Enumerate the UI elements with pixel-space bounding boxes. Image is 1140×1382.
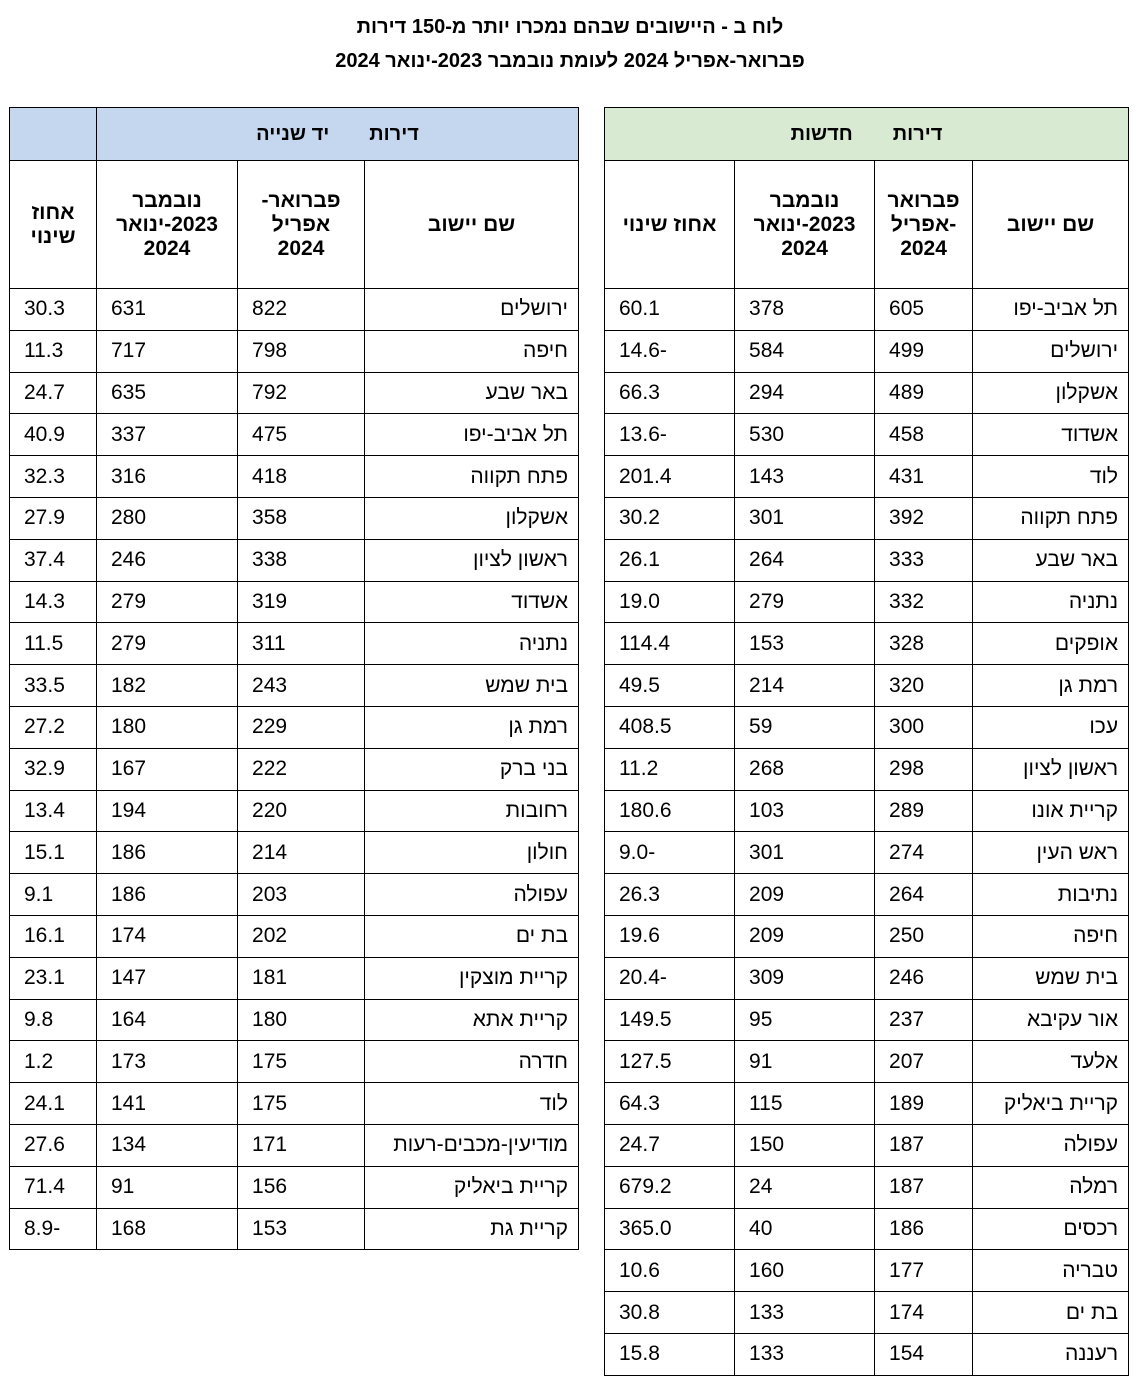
- feb-apr-cell: 392: [875, 497, 973, 539]
- locality-cell: בת ים: [365, 915, 579, 957]
- feb-apr-cell: 181: [238, 957, 365, 999]
- table-row: [605, 1292, 1129, 1334]
- pct-change-cell: 24.7: [605, 1124, 735, 1166]
- nov-jan-cell: 168: [97, 1208, 238, 1250]
- locality-cell: חולון: [365, 832, 579, 874]
- pct-change-cell: 1.2: [10, 1041, 97, 1083]
- table-title-line1: לוח ב - היישובים שבהם נמכרו יותר מ-150 דירות: [356, 16, 784, 38]
- feb-apr-cell: 605: [875, 289, 973, 331]
- table-row: [10, 1124, 579, 1166]
- locality-cell: מודיעין-מכבים-רעות: [365, 1124, 579, 1166]
- feb-apr-cell: 220: [238, 790, 365, 832]
- pct-change-cell: 32.9: [10, 748, 97, 790]
- nov-jan-cell: 95: [735, 999, 875, 1041]
- nov-jan-cell: 141: [97, 1083, 238, 1125]
- column-header-feb-apr: פברואר -אפריל 2024: [875, 161, 973, 289]
- table-row: [10, 372, 579, 414]
- table-row: [10, 414, 579, 456]
- pct-change-cell: 24.7: [10, 372, 97, 414]
- feb-apr-cell: 180: [238, 999, 365, 1041]
- locality-cell: ראשון לציון: [973, 748, 1129, 790]
- feb-apr-cell: 458: [875, 414, 973, 456]
- nov-jan-cell: 24: [735, 1166, 875, 1208]
- nov-jan-cell: 133: [735, 1292, 875, 1334]
- locality-cell: ירושלים: [365, 289, 579, 331]
- feb-apr-cell: 175: [238, 1041, 365, 1083]
- pct-change-cell: 27.9: [10, 497, 97, 539]
- column-header-locality: שם יישוב: [365, 161, 579, 289]
- table-row: [605, 999, 1129, 1041]
- table-title-line2: פברואר-אפריל 2024 לעומת נובמבר 2023-ינואר 2024: [335, 50, 805, 72]
- band-word-new: חדשות: [790, 122, 853, 145]
- feb-apr-cell: 187: [875, 1124, 973, 1166]
- locality-cell: פתח תקווה: [973, 497, 1129, 539]
- locality-cell: נתיבות: [973, 874, 1129, 916]
- locality-cell: תל אביב-יפו: [365, 414, 579, 456]
- pct-change-cell: 408.5: [605, 706, 735, 748]
- table-row: [605, 372, 1129, 414]
- locality-cell: אשדוד: [973, 414, 1129, 456]
- table-row: [605, 790, 1129, 832]
- pct-change-cell: 64.3: [605, 1083, 735, 1125]
- nov-jan-cell: 635: [97, 372, 238, 414]
- locality-cell: קריית אונו: [973, 790, 1129, 832]
- pct-change-cell: 127.5: [605, 1041, 735, 1083]
- locality-cell: אלעד: [973, 1041, 1129, 1083]
- locality-cell: בית שמש: [365, 665, 579, 707]
- feb-apr-cell: 274: [875, 832, 973, 874]
- locality-cell: רמת גן: [365, 706, 579, 748]
- nov-jan-cell: 717: [97, 330, 238, 372]
- band-word-second-hand: יד שנייה: [256, 122, 330, 145]
- table-row: [605, 1083, 1129, 1125]
- feb-apr-cell: 250: [875, 915, 973, 957]
- locality-cell: קריית ביאליק: [365, 1166, 579, 1208]
- nov-jan-cell: 279: [97, 581, 238, 623]
- table-row: [10, 289, 579, 331]
- table-row: [10, 999, 579, 1041]
- pct-change-cell: 60.1: [605, 289, 735, 331]
- table-row: [605, 289, 1129, 331]
- used-apartments-rows: [10, 289, 579, 1250]
- feb-apr-cell: 333: [875, 539, 973, 581]
- nov-jan-cell: 186: [97, 874, 238, 916]
- table-row: [605, 1166, 1129, 1208]
- pct-change-cell: -9.0: [605, 832, 735, 874]
- nov-jan-cell: 378: [735, 289, 875, 331]
- locality-cell: בת ים: [973, 1292, 1129, 1334]
- table-row: [605, 623, 1129, 665]
- nov-jan-cell: 164: [97, 999, 238, 1041]
- feb-apr-cell: 489: [875, 372, 973, 414]
- locality-cell: טבריה: [973, 1250, 1129, 1292]
- feb-apr-cell: 187: [875, 1166, 973, 1208]
- used-apartments-band-header: [97, 108, 579, 161]
- pct-change-cell: 66.3: [605, 372, 735, 414]
- feb-apr-cell: 792: [238, 372, 365, 414]
- pct-change-cell: 15.8: [605, 1333, 735, 1375]
- table-row: [10, 330, 579, 372]
- feb-apr-cell: 174: [875, 1292, 973, 1334]
- pct-change-cell: 71.4: [10, 1166, 97, 1208]
- pct-change-cell: 49.5: [605, 665, 735, 707]
- pct-change-cell: 149.5: [605, 999, 735, 1041]
- nov-jan-cell: 268: [735, 748, 875, 790]
- locality-cell: נתניה: [973, 581, 1129, 623]
- feb-apr-cell: 177: [875, 1250, 973, 1292]
- locality-cell: קריית אתא: [365, 999, 579, 1041]
- pct-change-cell: 16.1: [10, 915, 97, 957]
- nov-jan-cell: 173: [97, 1041, 238, 1083]
- locality-cell: נתניה: [365, 623, 579, 665]
- locality-cell: עפולה: [973, 1124, 1129, 1166]
- nov-jan-cell: 264: [735, 539, 875, 581]
- table-row: [605, 456, 1129, 498]
- feb-apr-cell: 202: [238, 915, 365, 957]
- feb-apr-cell: 311: [238, 623, 365, 665]
- feb-apr-cell: 320: [875, 665, 973, 707]
- feb-apr-cell: 214: [238, 832, 365, 874]
- pct-change-cell: 201.4: [605, 456, 735, 498]
- feb-apr-cell: 298: [875, 748, 973, 790]
- pct-change-cell: 27.2: [10, 706, 97, 748]
- pct-change-cell: 15.1: [10, 832, 97, 874]
- pct-change-cell: 30.2: [605, 497, 735, 539]
- column-header-locality: שם יישוב: [973, 161, 1129, 289]
- nov-jan-cell: 133: [735, 1333, 875, 1375]
- table-row: [605, 874, 1129, 916]
- pct-change-cell: 10.6: [605, 1250, 735, 1292]
- band-word-apartments: דירות: [892, 122, 943, 145]
- table-row: [10, 790, 579, 832]
- feb-apr-cell: 798: [238, 330, 365, 372]
- nov-jan-cell: 103: [735, 790, 875, 832]
- pct-change-cell: 180.6: [605, 790, 735, 832]
- nov-jan-cell: 160: [735, 1250, 875, 1292]
- locality-cell: קריית ביאליק: [973, 1083, 1129, 1125]
- nov-jan-cell: 209: [735, 915, 875, 957]
- nov-jan-cell: 167: [97, 748, 238, 790]
- feb-apr-cell: 358: [238, 497, 365, 539]
- pct-change-cell: 24.1: [10, 1083, 97, 1125]
- table-row: [10, 874, 579, 916]
- feb-apr-cell: 246: [875, 957, 973, 999]
- table-row: [10, 1208, 579, 1250]
- table-row: [10, 623, 579, 665]
- locality-cell: בני ברק: [365, 748, 579, 790]
- locality-cell: חיפה: [365, 330, 579, 372]
- feb-apr-cell: 237: [875, 999, 973, 1041]
- nov-jan-cell: 180: [97, 706, 238, 748]
- table-row: [10, 539, 579, 581]
- nov-jan-cell: 337: [97, 414, 238, 456]
- nov-jan-cell: 301: [735, 497, 875, 539]
- locality-cell: אור עקיבא: [973, 999, 1129, 1041]
- nov-jan-cell: 182: [97, 665, 238, 707]
- nov-jan-cell: 309: [735, 957, 875, 999]
- table-row: [605, 1250, 1129, 1292]
- feb-apr-cell: 153: [238, 1208, 365, 1250]
- locality-cell: בית שמש: [973, 957, 1129, 999]
- feb-apr-cell: 264: [875, 874, 973, 916]
- nov-jan-cell: 150: [735, 1124, 875, 1166]
- locality-cell: לוד: [365, 1083, 579, 1125]
- nov-jan-cell: 40: [735, 1208, 875, 1250]
- pct-change-cell: 30.3: [10, 289, 97, 331]
- pct-change-cell: 14.3: [10, 581, 97, 623]
- feb-apr-cell: 243: [238, 665, 365, 707]
- table-row: [10, 1166, 579, 1208]
- locality-cell: אופקים: [973, 623, 1129, 665]
- pct-change-cell: 40.9: [10, 414, 97, 456]
- pct-change-cell: -8.9: [10, 1208, 97, 1250]
- nov-jan-cell: 316: [97, 456, 238, 498]
- table-row: [605, 1208, 1129, 1250]
- nov-jan-cell: 530: [735, 414, 875, 456]
- nov-jan-cell: 194: [97, 790, 238, 832]
- feb-apr-cell: 475: [238, 414, 365, 456]
- feb-apr-cell: 822: [238, 289, 365, 331]
- pct-change-cell: 30.8: [605, 1292, 735, 1334]
- pct-change-cell: 19.6: [605, 915, 735, 957]
- feb-apr-cell: 319: [238, 581, 365, 623]
- feb-apr-cell: 175: [238, 1083, 365, 1125]
- new-apartments-table: [604, 107, 1129, 1376]
- column-header-nov-jan: נובמבר 2023-ינואר 2024: [97, 161, 238, 289]
- table-row: [605, 581, 1129, 623]
- locality-cell: עכו: [973, 706, 1129, 748]
- pct-change-cell: 13.4: [10, 790, 97, 832]
- nov-jan-cell: 147: [97, 957, 238, 999]
- table-row: [10, 957, 579, 999]
- feb-apr-cell: 189: [875, 1083, 973, 1125]
- nov-jan-cell: 59: [735, 706, 875, 748]
- pct-change-cell: 37.4: [10, 539, 97, 581]
- feb-apr-cell: 186: [875, 1208, 973, 1250]
- column-header-nov-jan: נובמבר 2023-ינואר 2024: [735, 161, 875, 289]
- locality-cell: אשקלון: [973, 372, 1129, 414]
- new-apartments-band-header: [605, 108, 1129, 161]
- pct-change-cell: -14.6: [605, 330, 735, 372]
- feb-apr-cell: 332: [875, 581, 973, 623]
- pct-change-cell: 9.8: [10, 999, 97, 1041]
- nov-jan-cell: 294: [735, 372, 875, 414]
- pct-change-cell: 11.5: [10, 623, 97, 665]
- table-row: [605, 832, 1129, 874]
- table-row: [10, 456, 579, 498]
- used-apartments-band-empty: [10, 108, 97, 161]
- locality-cell: רמת גן: [973, 665, 1129, 707]
- locality-cell: תל אביב-יפו: [973, 289, 1129, 331]
- table-row: [10, 1041, 579, 1083]
- table-row: [605, 1333, 1129, 1375]
- new-apartments-rows: [605, 289, 1129, 1376]
- feb-apr-cell: 328: [875, 623, 973, 665]
- table-row: [605, 1041, 1129, 1083]
- feb-apr-cell: 222: [238, 748, 365, 790]
- feb-apr-cell: 300: [875, 706, 973, 748]
- pct-change-cell: 33.5: [10, 665, 97, 707]
- locality-cell: באר שבע: [365, 372, 579, 414]
- table-row: [10, 665, 579, 707]
- pct-change-cell: 32.3: [10, 456, 97, 498]
- locality-cell: באר שבע: [973, 539, 1129, 581]
- column-header-pct-change: אחוז שינוי: [10, 161, 97, 289]
- nov-jan-cell: 134: [97, 1124, 238, 1166]
- nov-jan-cell: 143: [735, 456, 875, 498]
- table-row: [10, 581, 579, 623]
- feb-apr-cell: 499: [875, 330, 973, 372]
- locality-cell: אשדוד: [365, 581, 579, 623]
- nov-jan-cell: 174: [97, 915, 238, 957]
- table-row: [605, 665, 1129, 707]
- locality-cell: אשקלון: [365, 497, 579, 539]
- pct-change-cell: 679.2: [605, 1166, 735, 1208]
- column-header-feb-apr: פברואר- אפריל 2024: [238, 161, 365, 289]
- locality-cell: חיפה: [973, 915, 1129, 957]
- feb-apr-cell: 156: [238, 1166, 365, 1208]
- nov-jan-cell: 584: [735, 330, 875, 372]
- nov-jan-cell: 631: [97, 289, 238, 331]
- nov-jan-cell: 186: [97, 832, 238, 874]
- table-row: [605, 1124, 1129, 1166]
- nov-jan-cell: 280: [97, 497, 238, 539]
- pct-change-cell: 11.2: [605, 748, 735, 790]
- nov-jan-cell: 279: [735, 581, 875, 623]
- table-row: [10, 832, 579, 874]
- feb-apr-cell: 289: [875, 790, 973, 832]
- locality-cell: ירושלים: [973, 330, 1129, 372]
- nov-jan-cell: 91: [97, 1166, 238, 1208]
- nov-jan-cell: 301: [735, 832, 875, 874]
- pct-change-cell: 27.6: [10, 1124, 97, 1166]
- locality-cell: רכסים: [973, 1208, 1129, 1250]
- table-row: [605, 330, 1129, 372]
- locality-cell: ראשון לציון: [365, 539, 579, 581]
- table-row: [605, 706, 1129, 748]
- pct-change-cell: -13.6: [605, 414, 735, 456]
- locality-cell: קריית מוצקין: [365, 957, 579, 999]
- locality-cell: רחובות: [365, 790, 579, 832]
- table-row: [10, 706, 579, 748]
- nov-jan-cell: 153: [735, 623, 875, 665]
- pct-change-cell: 26.3: [605, 874, 735, 916]
- feb-apr-cell: 207: [875, 1041, 973, 1083]
- feb-apr-cell: 418: [238, 456, 365, 498]
- locality-cell: פתח תקווה: [365, 456, 579, 498]
- pct-change-cell: -20.4: [605, 957, 735, 999]
- feb-apr-cell: 229: [238, 706, 365, 748]
- locality-cell: לוד: [973, 456, 1129, 498]
- used-apartments-table: [9, 107, 579, 1250]
- pct-change-cell: 11.3: [10, 330, 97, 372]
- table-row: [10, 915, 579, 957]
- locality-cell: רעננה: [973, 1333, 1129, 1375]
- table-row: [10, 497, 579, 539]
- pct-change-cell: 26.1: [605, 539, 735, 581]
- table-row: [605, 497, 1129, 539]
- locality-cell: חדרה: [365, 1041, 579, 1083]
- pct-change-cell: 23.1: [10, 957, 97, 999]
- pct-change-cell: 365.0: [605, 1208, 735, 1250]
- feb-apr-cell: 154: [875, 1333, 973, 1375]
- table-row: [10, 748, 579, 790]
- column-header-pct-change: אחוז שינוי: [605, 161, 735, 289]
- table-row: [605, 414, 1129, 456]
- pct-change-cell: 9.1: [10, 874, 97, 916]
- pct-change-cell: 114.4: [605, 623, 735, 665]
- pct-change-cell: 19.0: [605, 581, 735, 623]
- locality-cell: ראש העין: [973, 832, 1129, 874]
- nov-jan-cell: 91: [735, 1041, 875, 1083]
- locality-cell: קריית גת: [365, 1208, 579, 1250]
- feb-apr-cell: 338: [238, 539, 365, 581]
- nov-jan-cell: 214: [735, 665, 875, 707]
- table-row: [605, 748, 1129, 790]
- table-row: [605, 539, 1129, 581]
- feb-apr-cell: 431: [875, 456, 973, 498]
- nov-jan-cell: 115: [735, 1083, 875, 1125]
- feb-apr-cell: 171: [238, 1124, 365, 1166]
- feb-apr-cell: 203: [238, 874, 365, 916]
- table-row: [605, 957, 1129, 999]
- table-row: [605, 915, 1129, 957]
- band-word-apartments: דירות: [369, 122, 419, 145]
- nov-jan-cell: 246: [97, 539, 238, 581]
- locality-cell: עפולה: [365, 874, 579, 916]
- table-row: [10, 1083, 579, 1125]
- nov-jan-cell: 209: [735, 874, 875, 916]
- locality-cell: רמלה: [973, 1166, 1129, 1208]
- nov-jan-cell: 279: [97, 623, 238, 665]
